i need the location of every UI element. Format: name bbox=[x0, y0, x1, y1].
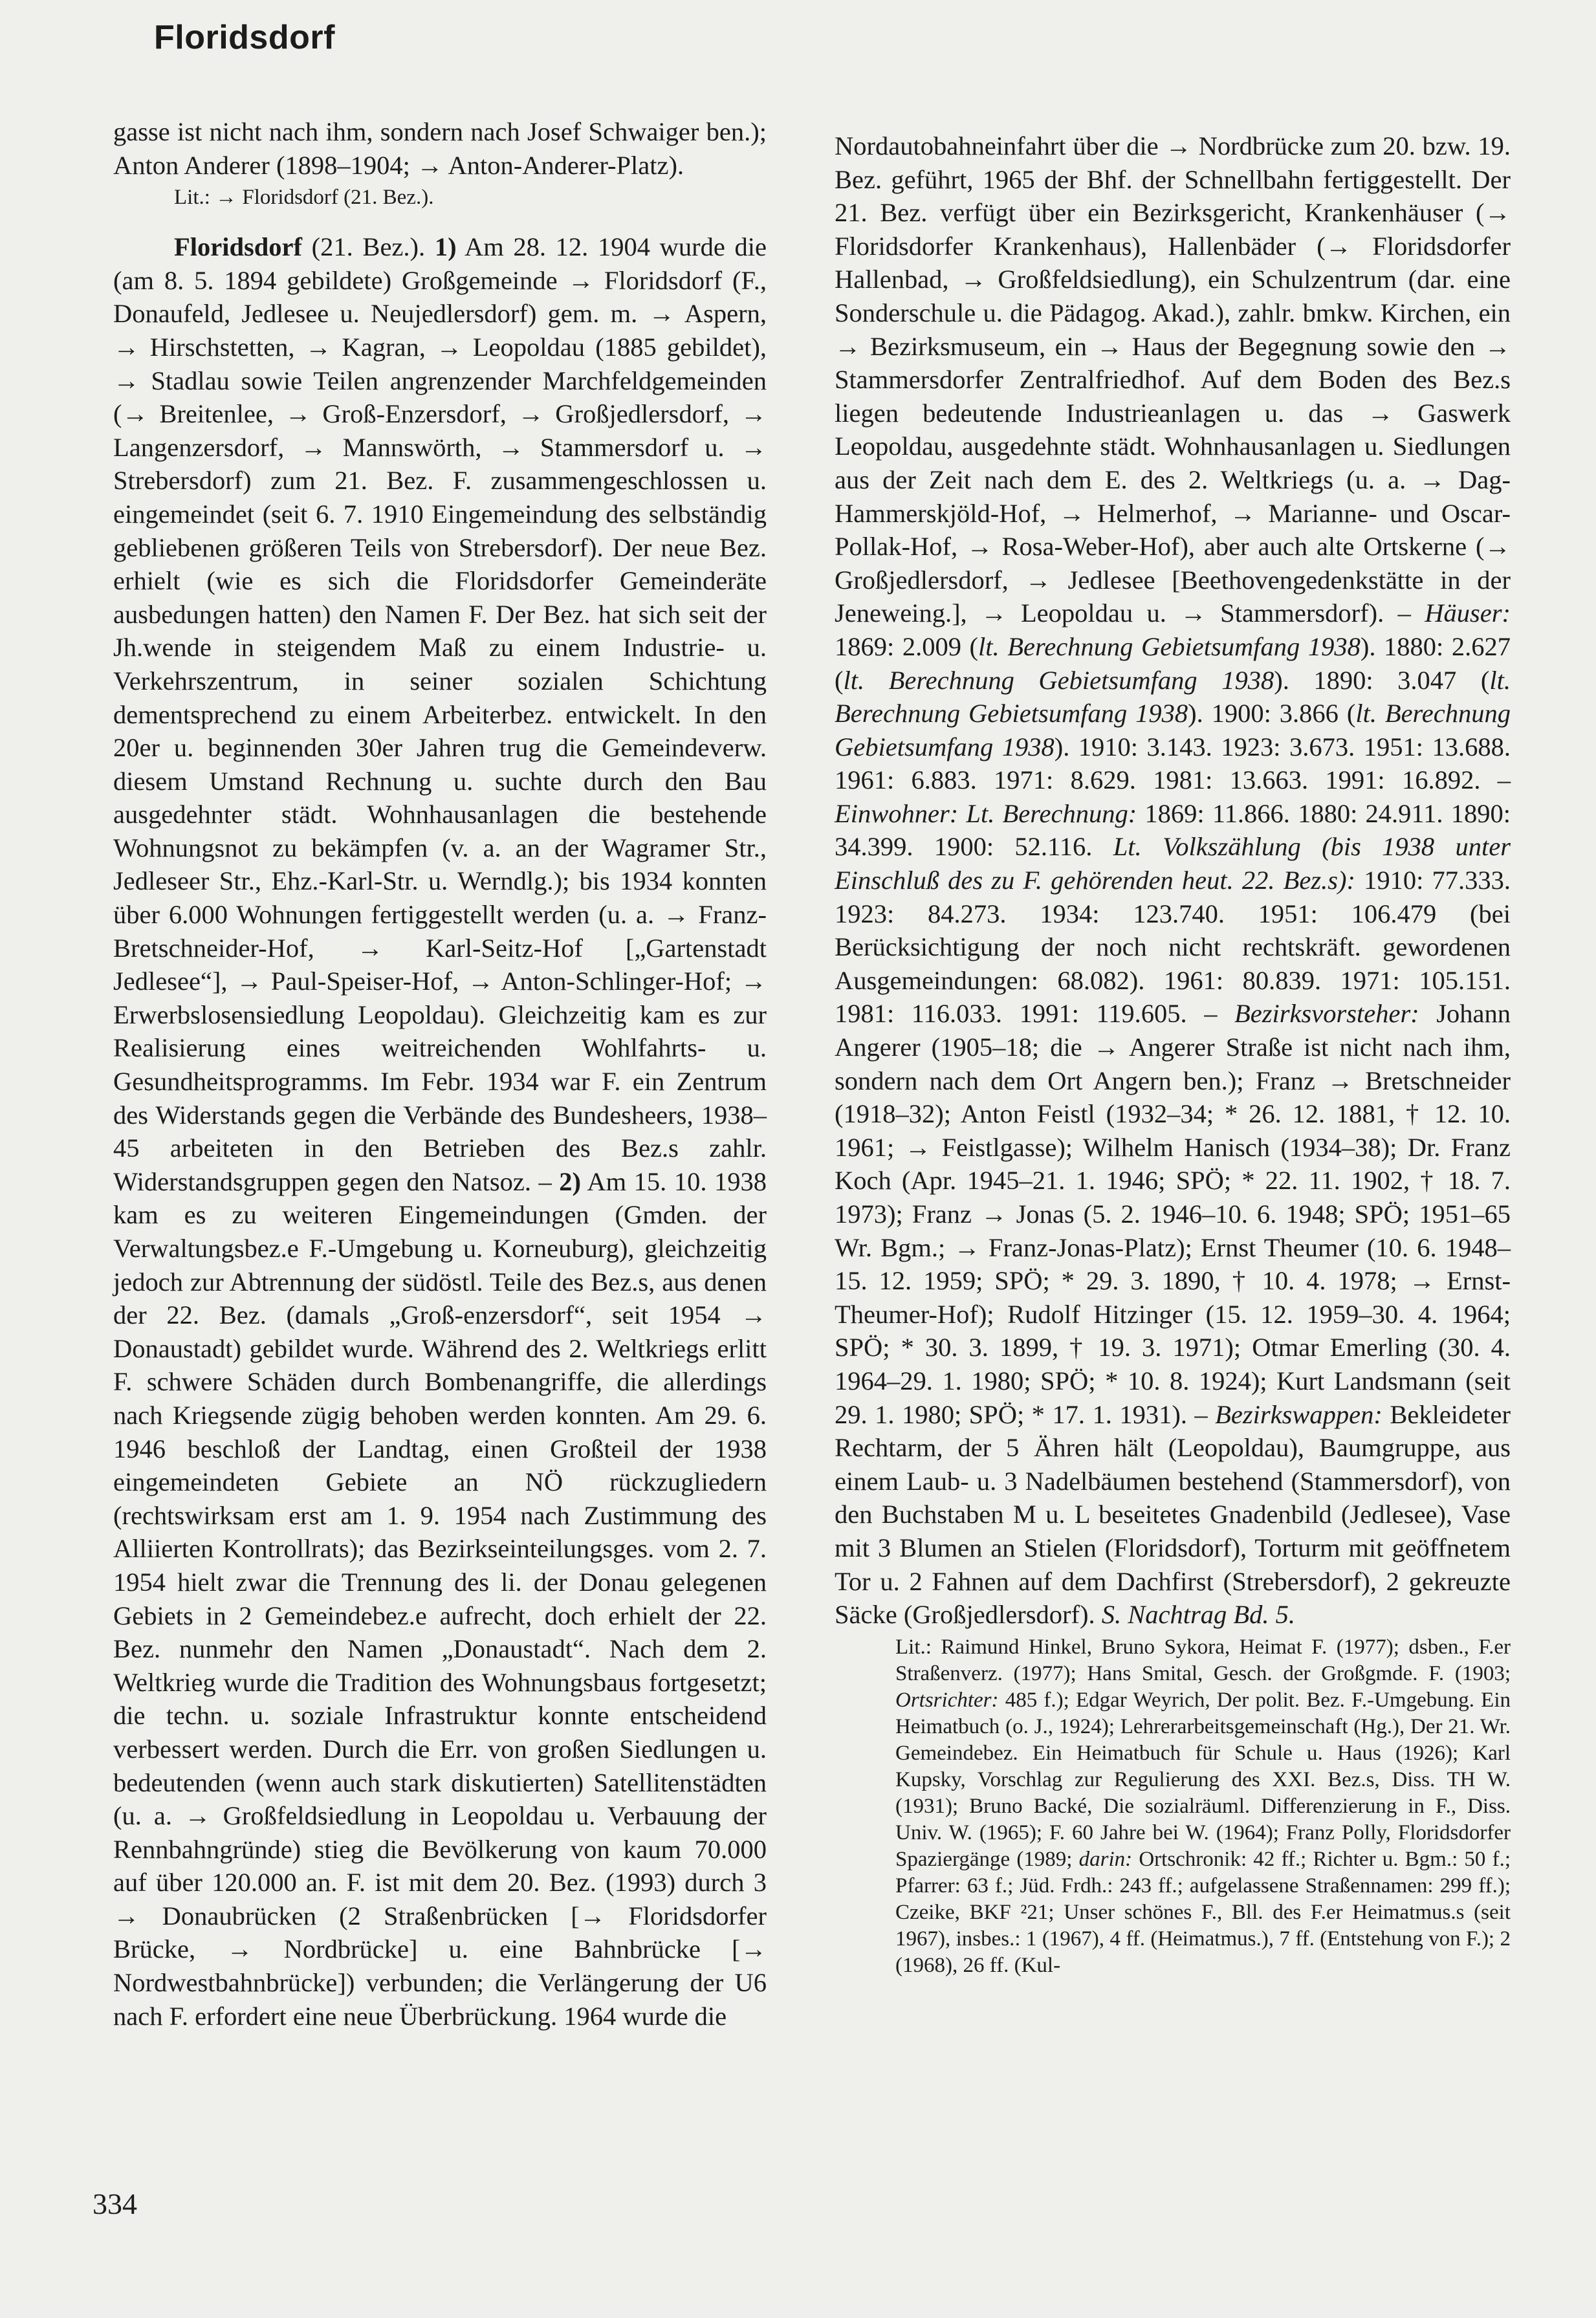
literature-label: darin: bbox=[1078, 1847, 1133, 1871]
literature-list bbox=[835, 1634, 1511, 1979]
entry-text: 1869: 11.866. 1880: 24.911. 1890: 34.399. 1900: 52.116. bbox=[835, 798, 1511, 862]
section-label: Bezirksvorsteher: bbox=[1234, 999, 1419, 1029]
entry-floridsdorf bbox=[113, 230, 767, 2033]
entry-text: Johann Angerer (1905–18; die → Angerer Straße ist nicht nach ihm, sondern nach dem Ort Angern ben.); Franz → Bretschneider (1918–32); Anton Feistl (1932–34; * 26. 12. 1881, † 12. 10. 1961; → Feistlgasse); Wilhelm Hanisch (1934–38); Dr. Franz Koch (Apr. 1945–21. 1. 1946; SPÖ; * 22. 11. 1902, † 18. 7. 1973); Franz → Jonas (5. 2. 1946–10. 6. 1948; SPÖ; 1951–65 Wr. Bgm.; → Franz-Jonas-Platz); Ernst Theumer (10. 6. 1948–15. 12. 1959; SPÖ; * 29. 3. 1890, † 10. 4. 1978; → Ernst-Theumer-Hof); Rudolf Hitzinger (15. 12. 1959–30. 4. 1964; SPÖ; * 30. 3. 1899, † 19. 3. 1971); Otmar Emerling (30. 4. 1964–29. 1. 1980; SPÖ; * 10. 8. 1924); Kurt Landsmann (seit 29. 1. 1980; SPÖ; * 17. 1. 1931). – bbox=[835, 999, 1511, 1429]
note: lt. Berechnung Gebietsumfang 1938 bbox=[978, 631, 1361, 661]
note: lt. Berechnung Gebietsumfang 1938 bbox=[835, 665, 1511, 728]
entry-text: Am 15. 10. 1938 kam es zu weiteren Eingemeindungen (Gmden. der Verwaltungsbez.e F.-Umgebung u. Korneuburg), gleichzeitig jedoch zur Abtrennung der südöstl. Teile des Bez.s, aus denen der 22. Bez. (damals „Groß-enzersdorf“, seit 1954 → Donaustadt) gebildet wurde. Während des 2. Weltkriegs erlitt F. schwere Schäden durch Bombenangriffe, die allerdings nach Kriegsende zügig behoben werden konnten. Am 29. 6. 1946 beschloß der Landtag, einen Großteil der 1938 eingemeindeten Gebiete an NÖ rückzugliedern (rechtswirksam erst am 1. 9. 1954 nach Zustimmung des Alliierten Kontrollrats); das Bezirkseinteilungsges. vom 2. 7. 1954 hielt zwar die Trennung des li. der Donau gelegenen Gebiets in 2 Gemeindebez.e aufrecht, doch erhielt der 22. Bez. nunmehr den Namen „Donaustadt“. Nach dem 2. Weltkrieg wurde die Tradition des Wohnungsbaus fortgesetzt; die techn. u. soziale Infrastruktur konnte entscheidend verbessert werden. Durch die Err. von großen Siedlungen u. bedeutenden (wenn auch stark diskutierten) Satellitenstädten (u. a. → Großfeldsiedlung in Leopoldau u. Verbauung der Rennbahngründe) stieg die Bevölkerung von kaum 70.000 auf über 120.000 an. F. ist mit dem 20. Bez. (1993) durch 3 → Donaubrücken (2 Straßenbrücken [→ Floridsdorfer Brücke, → Nordbrücke] u. eine Bahnbrücke [→ Nordwestbahnbrücke]) verbunden; die Verlängerung der U6 nach F. erfordert eine neue Überbrückung. 1964 wurde die bbox=[113, 1166, 767, 2031]
page-number: 334 bbox=[93, 2187, 137, 2220]
entry-text: Nordautobahneinfahrt über die → Nordbrücke zum 20. bzw. 19. Bez. geführt, 1965 der Bhf. der Schnellbahn fertiggestellt. Der 21. Bez. verfügt über ein Bezirksgericht, Krankenhäuser (→ Floridsdorfer Krankenhaus), Hallenbäder (→ Floridsdorfer Hallenbad, → Großfeldsiedlung), ein Schulzentrum (dar. eine Sonderschule u. die Pädagog. Akad.), zahlr. bmkw. Kirchen, ein → Bezirksmuseum, ein → Haus der Begegnung sowie den → Stammersdorfer Zentralfriedhof. Auf dem Boden des Bez.s liegen bedeutende Industrieanlagen u. das → Gaswerk Leopoldau, ausgedehnte städt. Wohnhausanlagen u. Siedlungen aus der Zeit nach dem E. des 2. Weltkriegs (u. a. → Dag-Hammerskjöld-Hof, → Helmerhof, → Marianne- und Oscar-Pollak-Hof, → Rosa-Weber-Hof), aber auch alte Ortskerne (→ Großjedlersdorf, → Jedlesee [Beethovengedenkstätte in der Jeneweing.], → Leopoldau u. → Stammersdorf). – bbox=[835, 131, 1511, 628]
literature-text: Lit.: Raimund Hinkel, Bruno Sykora, Heimat F. (1977); dsben., F.er Straßenverz. (1977); Hans Smital, Gesch. der Großgmde. F. (1903; bbox=[895, 1635, 1511, 1685]
entry-continuation: gasse ist nicht nach ihm, sondern nach Josef Schwaiger ben.); Anton Anderer (1898–1904; → Anton-Anderer-Platz). bbox=[113, 117, 767, 180]
literature-text: 485 f.); Edgar Weyrich, Der polit. Bez. F.-Umgebung. Ein Heimatbuch (o. J., 1924); Lehrerarbeitsgemeinschaft (Hg.), Der 21. Wr. Gemeindebez. Ein Heimatbuch für Schule u. Haus (1926); Karl Kupsky, Vorschlag zur Regulierung des XXI. Bez.s, Diss. TH W. (1931); Bruno Backé, Die sozialräuml. Differenzierung in F., Diss. Univ. W. (1965); F. 60 Jahre bei W. (1964); Franz Polly, Floridsdorfer Spaziergänge (1989; bbox=[895, 1688, 1511, 1871]
entry-text: ). 1910: 3.143. 1923: 3.673. 1951: 13.688. 1961: 6.883. 1971: 8.629. 1981: 13.663. 1991: 16.892. – bbox=[835, 732, 1511, 795]
entry-text: (21. Bez.). bbox=[302, 232, 435, 262]
section-label: Lt. Volkszählung (bis 1938 unter Einschluß des zu F. gehörenden heut. 22. Bez.s): bbox=[835, 832, 1511, 895]
section-number: 1) bbox=[434, 232, 457, 262]
note: lt. Berechnung Gebietsumfang 1938 bbox=[843, 665, 1274, 695]
literature-label: Ortsrichter: bbox=[895, 1688, 999, 1712]
entry-text: ). 1890: 3.047 ( bbox=[1274, 665, 1490, 695]
entry-text: Am 28. 12. 1904 wurde die (am 8. 5. 1894 gebildete) Großgemeinde → Floridsdorf (F., Donaufeld, Jedlesee u. Neujedlersdorf) gem. m. → Aspern, → Hirschstetten, → Kagran, → Leopoldau (1885 gebildet), → Stadlau sowie Teilen angrenzender Marchfeldgemeinden (→ Breitenlee, → Groß-Enzersdorf, → Großjedlersdorf, → Langenzersdorf, → Mannswörth, → Stammersdorf u. → Strebersdorf) zum 21. Bez. F. zusammengeschlossen u. eingemeindet (seit 6. 7. 1910 Eingemeindung des selbständig gebliebenen größeren Teils von Strebersdorf). Der neue Bez. erhielt (wie es sich die Floridsdorfer Gemeinderäte ausbedungen hatten) den Namen F. Der Bez. hat sich seit der Jh.wende in steigendem Maß zu einem Industrie- u. Verkehrszentrum, in seiner sozialen Schichtung dementsprechend zu einem Arbeiterbez. entwickelt. In den 20er u. beginnenden 30er Jahren trug die Gemeindeverw. diesem Umstand Rechnung u. suchte durch den Bau ausgedehnter städt. Wohnhausanlagen die bestehende Wohnungsnot zu bekämpfen (v. a. an der Wagramer Str., Jedleseer Str., Ehz.-Karl-Str. u. Werndlg.); bis 1934 konnten über 6.000 Wohnungen fertiggestellt werden (u. a. → Franz-Bretschneider-Hof, → Karl-Seitz-Hof [„Gartenstadt Jedlesee“], → Paul-Speiser-Hof, → Anton-Schlinger-Hof; → Erwerbslosensiedlung Leopoldau). Gleichzeitig kam es zur Realisierung eines weitreichenden Wohlfahrts- u. Gesundheitsprogramms. Im Febr. 1934 war F. ein Zentrum des Widerstands gegen die Verbände des Bundesheers, 1938–45 arbeiteten in den Betrieben des Bez.s zahlr. Widerstandsgruppen gegen den Natsoz. – bbox=[113, 232, 767, 1196]
entry-text: ). 1880: 2.627 ( bbox=[835, 631, 1511, 695]
section-label: Bezirkswappen: bbox=[1215, 1399, 1383, 1429]
cross-reference: S. Nachtrag Bd. 5. bbox=[1101, 1600, 1295, 1630]
running-head: Floridsdorf bbox=[154, 19, 335, 56]
right-column bbox=[835, 129, 1511, 1979]
section-label: Einwohner: Lt. Berechnung: bbox=[835, 798, 1137, 828]
note: lt. Berechnung Gebietsumfang 1938 bbox=[835, 699, 1511, 761]
literature-reference: Lit.: → Floridsdorf (21. Bez.). bbox=[174, 186, 434, 210]
left-column bbox=[113, 115, 767, 2033]
literature-text: Ortschronik: 42 ff.; Richter u. Bgm.: 50 f.; Pfarrer: 63 f.; Jüd. Frdh.: 243 ff.; aufgelassene Straßennamen: 299 ff.); Czeike, BKF ²21; Unser schönes F., Bll. des F.er Heimatmus.s (seit 1967), insbes.: 1 (1967), 4 ff. (Heimatmus.), 7 ff. (Entstehung von F.); 2 (1968), 26 ff. (Kul- bbox=[895, 1847, 1511, 1977]
section-number: 2) bbox=[559, 1166, 582, 1196]
headword: Floridsdorf bbox=[174, 232, 302, 262]
section-label: Häuser: bbox=[1425, 598, 1511, 628]
entry-continuation bbox=[835, 129, 1511, 1632]
entry-text: 1910: 77.333. 1923: 84.273. 1934: 123.740. 1951: 106.479 (bei Berücksichtigung der noch nicht rechtskräft. gewordenen Ausgemeindungen: 68.082). 1961: 80.839. 1971: 105.151. 1981: 116.033. 1991: 119.605. – bbox=[835, 866, 1511, 1029]
entry-text: ). 1900: 3.866 ( bbox=[1188, 699, 1356, 728]
entry-text: 1869: 2.009 ( bbox=[835, 631, 979, 661]
entry-text: Bekleideter Rechtarm, der 5 Ähren hält (Leopoldau), Baumgruppe, aus einem Laub- u. 3 Nadelbäumen bestehend (Stammersdorf), von den Buchstaben M u. L beseitetes Gnadenbild (Jedlesee), Vase mit 3 Blumen an Stielen (Floridsdorf), Torturm mit geöffnetem Tor u. 2 Fahnen auf dem Dachfirst (Strebersdorf), 2 gekreuzte Säcke (Großjedlersdorf). bbox=[835, 1399, 1511, 1630]
